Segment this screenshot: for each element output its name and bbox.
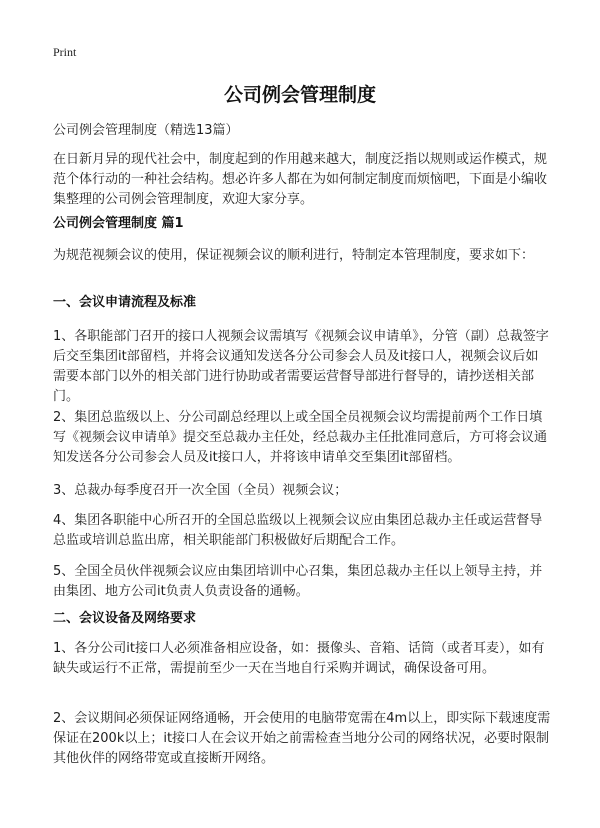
- subtitle: 公司例会管理制度（精选13篇）: [53, 123, 239, 138]
- section-title: 公司例会管理制度 篇1: [53, 216, 184, 231]
- part1-item-4: 4、集团各职能中心所召开的全国总监级以上视频会议应由集团总裁办主任或运营督导总监或培训总监出席，相关职能部门积极做好后期配合工作。: [53, 513, 543, 548]
- part1-item-2: 2、集团总监级以上、分公司副总经理以上或全国全员视频会议均需提前两个工作日填写《视频会议申请单》提交至总裁办主任处，经总裁办主任批准同意后，方可将会议通知发送各分公司参会人员及it接口人，并将该申请单交至集团it部留档。: [53, 410, 548, 465]
- part1-item-3: 3、总裁办每季度召开一次全国（全员）视频会议；: [53, 483, 348, 498]
- part2-item-2: 2、会议期间必须保证网络通畅，开会使用的电脑带宽需在4m以上，即实际下载速度需保证在200k以上；it接口人在会议开始之前需检查当地分公司的网络状况，必要时限制其他伙伴的网络带宽或直接断开网络。: [53, 711, 551, 766]
- document-title: 公司例会管理制度: [223, 84, 376, 106]
- part1-item-5: 5、全国全员伙伴视频会议应由集团培训中心召集，集团总裁办主任以上领导主持，并由集团、地方公司it负责人负责设备的通畅。: [53, 564, 543, 599]
- part1-heading: 一、会议申请流程及标准: [53, 295, 197, 310]
- part2-item-1: 1、各分公司it接口人必须准备相应设备，如：摄像头、音箱、话筒（或者耳麦），如有缺失或运行不正常，需提前至少一天在当地自行采购并调试，确保设备可用。: [53, 641, 545, 676]
- intro-paragraph: 在日新月异的现代社会中，制度起到的作用越来越大，制度泛指以规则或运作模式，规范个体行动的一种社会结构。想必许多人都在为如何制定制度而烦恼吧，下面是小编收集整理的公司例会管理制度，欢迎大家分享。: [53, 152, 548, 207]
- section-intro: 为规范视频会议的使用，保证视频会议的顺利进行，特制定本管理制度，要求如下：: [53, 248, 535, 263]
- part1-item-1: 1、各职能部门召开的接口人视频会议需填写《视频会议申请单》，分管（副）总裁签字后交至集团it部留档，并将会议通知发送各分公司参会人员及it接口人，视频会议后如需要本部门以外的相关部门进行协助或者需要运营督导部进行督导的，请抄送相关部门。: [53, 329, 549, 404]
- print-label: Print: [53, 45, 77, 59]
- part2-heading: 二、会议设备及网络要求: [53, 611, 197, 626]
